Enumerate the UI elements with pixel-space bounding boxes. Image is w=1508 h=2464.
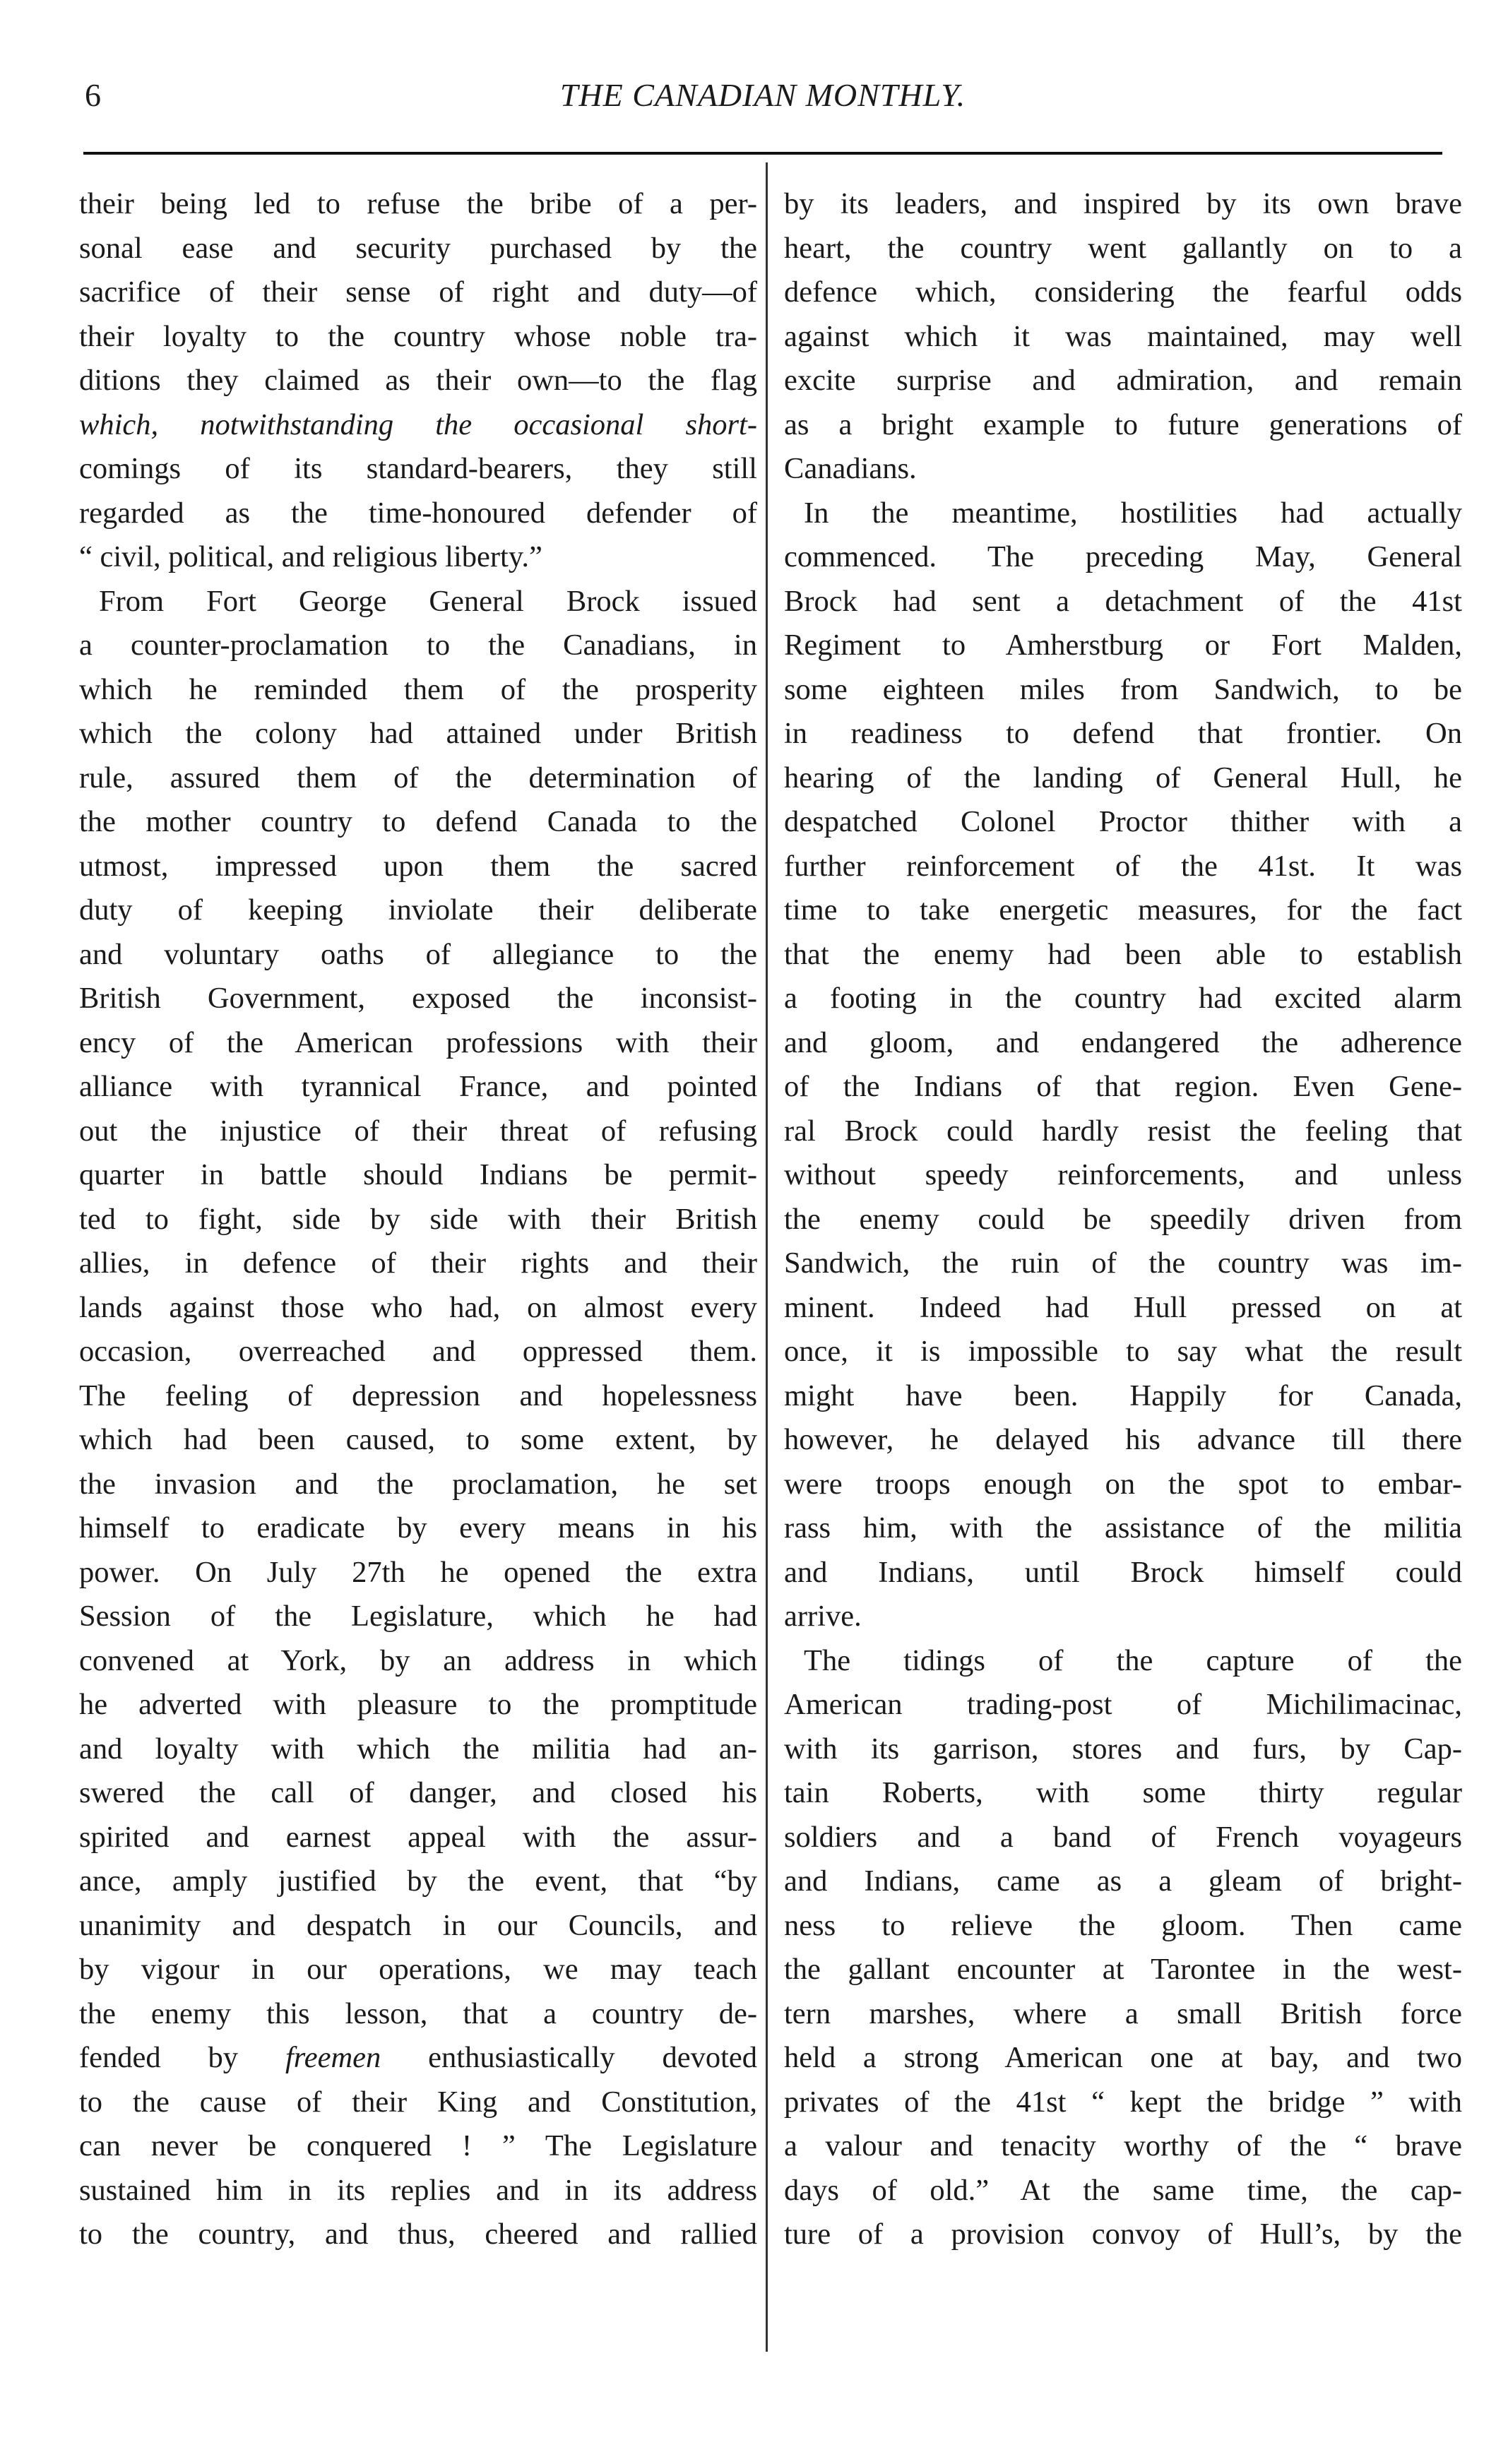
- text-line: the invasion and the proclamation, he set: [79, 1467, 757, 1501]
- header-rule: [83, 152, 1442, 155]
- text-line: can never be conquered ! ” The Legislature: [79, 2129, 757, 2162]
- text-line: rass him, with the assistance of the militia: [784, 1511, 1462, 1545]
- left-column: [79, 182, 757, 2257]
- text-line: further reinforcement of the 41st. It was: [784, 849, 1462, 883]
- text-line: and loyalty with which the militia had an-: [79, 1732, 757, 1766]
- text-line: ture of a provision convoy of Hull’s, by the: [784, 2218, 1462, 2251]
- text-line: to the cause of their King and Constitution,: [79, 2085, 757, 2119]
- text-line: the mother country to defend Canada to the: [79, 805, 757, 838]
- text-line: sonal ease and security purchased by the: [79, 231, 757, 265]
- text-line: quarter in battle should Indians be permit-: [79, 1158, 757, 1191]
- text-line: a footing in the country had excited alarm: [784, 982, 1462, 1015]
- text-line: held a strong American one at bay, and two: [784, 2041, 1462, 2074]
- text-line: however, he delayed his advance till there: [784, 1423, 1462, 1456]
- page-header: [78, 76, 1448, 133]
- text-line: and Indians, came as a gleam of bright-: [784, 1864, 1462, 1898]
- text-line: of the Indians of that region. Even Gene-: [784, 1070, 1462, 1103]
- text-line: British Government, exposed the inconsist-: [79, 982, 757, 1015]
- text-line: were troops enough on the spot to embar-: [784, 1467, 1462, 1501]
- text-line: which, notwithstanding the occasional short-: [79, 407, 757, 441]
- text-line: privates of the 41st “ kept the bridge ” with: [784, 2085, 1462, 2119]
- text-line: occasion, overreached and oppressed them.: [79, 1335, 757, 1368]
- text-line: might have been. Happily for Canada,: [784, 1379, 1462, 1412]
- text-line: ted to fight, side by side with their British: [79, 1202, 757, 1236]
- text-line: utmost, impressed upon them the sacred: [79, 849, 757, 883]
- right-column: [784, 182, 1462, 2257]
- text-line: which the colony had attained under British: [79, 717, 757, 750]
- text-line: which he reminded them of the prosperity: [79, 672, 757, 706]
- text-line: with its garrison, stores and furs, by Cap-: [784, 1732, 1462, 1766]
- text-line: the enemy this lesson, that a country de-: [79, 1996, 757, 2030]
- text-line: and voluntary oaths of allegiance to the: [79, 937, 757, 971]
- text-line: soldiers and a band of French voyageurs: [784, 1820, 1462, 1854]
- text-line: and gloom, and endangered the adherence: [784, 1025, 1462, 1059]
- text-line: their being led to refuse the bribe of a per-: [79, 187, 757, 220]
- text-line: some eighteen miles from Sandwich, to be: [784, 672, 1462, 706]
- text-line: and Indians, until Brock himself could: [784, 1555, 1462, 1589]
- text-line: allies, in defence of their rights and their: [79, 1246, 757, 1280]
- column-divider: [766, 162, 768, 2352]
- text-line: sacrifice of their sense of right and duty—of: [79, 275, 757, 309]
- text-line: a counter-proclamation to the Canadians, in: [79, 629, 757, 662]
- text-line: against which it was maintained, may well: [784, 319, 1462, 353]
- text-line: alliance with tyrannical France, and pointed: [79, 1070, 757, 1103]
- text-line: in readiness to defend that frontier. On: [784, 717, 1462, 750]
- text-line: rule, assured them of the determination of: [79, 761, 757, 794]
- text-line: swered the call of danger, and closed his: [79, 1776, 757, 1809]
- text-line: despatched Colonel Proctor thither with a: [784, 805, 1462, 838]
- text-line: he adverted with pleasure to the promptitude: [79, 1688, 757, 1721]
- text-line: From Fort George General Brock issued: [99, 584, 757, 618]
- text-line: Brock had sent a detachment of the 41st: [784, 584, 1462, 618]
- text-line: their loyalty to the country whose noble tra-: [79, 319, 757, 353]
- text-line: minent. Indeed had Hull pressed on at: [784, 1290, 1462, 1324]
- text-line: ral Brock could hardly resist the feeling that: [784, 1114, 1462, 1148]
- text-line: by its leaders, and inspired by its own brave: [784, 187, 1462, 220]
- text-line: Regiment to Amherstburg or Fort Malden,: [784, 629, 1462, 662]
- text-line: the gallant encounter at Tarontee in the west-: [784, 1953, 1462, 1986]
- text-line: American trading-post of Michilimacinac,: [784, 1688, 1462, 1721]
- text-line: ency of the American professions with their: [79, 1025, 757, 1059]
- text-line: to the country, and thus, cheered and rallied: [79, 2218, 757, 2251]
- text-line: ance, amply justified by the event, that “by: [79, 1864, 757, 1898]
- text-line: by vigour in our operations, we may teach: [79, 1953, 757, 1986]
- text-line: without speedy reinforcements, and unless: [784, 1158, 1462, 1191]
- text-line: In the meantime, hostilities had actually: [804, 496, 1462, 530]
- text-line: spirited and earnest appeal with the assur-: [79, 1820, 757, 1854]
- running-title: THE CANADIAN MONTHLY.: [559, 77, 966, 113]
- text-line: hearing of the landing of General Hull, he: [784, 761, 1462, 794]
- text-line: ness to relieve the gloom. Then came: [784, 1908, 1462, 1942]
- text-line: regarded as the time-honoured defender of: [79, 496, 757, 530]
- text-line: unanimity and despatch in our Councils, and: [79, 1908, 757, 1942]
- text-line: Canadians.: [784, 452, 917, 485]
- text-line: excite surprise and admiration, and remain: [784, 364, 1462, 397]
- text-line: duty of keeping inviolate their deliberate: [79, 893, 757, 927]
- text-line: himself to eradicate by every means in his: [79, 1511, 757, 1545]
- text-line: days of old.” At the same time, the cap-: [784, 2173, 1462, 2207]
- text-line: arrive.: [784, 1600, 862, 1633]
- text-line: sustained him in its replies and in its address: [79, 2173, 757, 2207]
- text-line: commenced. The preceding May, General: [784, 540, 1462, 573]
- text-line: comings of its standard-bearers, they still: [79, 452, 757, 485]
- text-line: The tidings of the capture of the: [804, 1643, 1462, 1677]
- text-line: tern marshes, where a small British force: [784, 1996, 1462, 2030]
- text-line: convened at York, by an address in which: [79, 1643, 757, 1677]
- text-line: a valour and tenacity worthy of the “ brave: [784, 2129, 1462, 2162]
- text-line: the enemy could be speedily driven from: [784, 1202, 1462, 1236]
- text-line: Session of the Legislature, which he had: [79, 1600, 757, 1633]
- text-line: once, it is impossible to say what the result: [784, 1335, 1462, 1368]
- text-line: lands against those who had, on almost every: [79, 1290, 757, 1324]
- text-line: heart, the country went gallantly on to a: [784, 231, 1462, 265]
- text-line: as a bright example to future generations of: [784, 407, 1462, 441]
- page-number: 6: [85, 77, 101, 113]
- text-line: power. On July 27th he opened the extra: [79, 1555, 757, 1589]
- text-line: “ civil, political, and religious liberty.”: [79, 540, 542, 573]
- text-line: that the enemy had been able to establish: [784, 937, 1462, 971]
- text-line: tain Roberts, with some thirty regular: [784, 1776, 1462, 1809]
- text-line: ditions they claimed as their own—to the flag: [79, 364, 757, 397]
- text-line: out the injustice of their threat of refusing: [79, 1114, 757, 1148]
- text-line: which had been caused, to some extent, by: [79, 1423, 757, 1456]
- text-line: Sandwich, the ruin of the country was im-: [784, 1246, 1462, 1280]
- text-line: time to take energetic measures, for the fact: [784, 893, 1462, 927]
- text-line: The feeling of depression and hopelessness: [79, 1379, 757, 1412]
- text-line: fended by freemen enthusiastically devoted: [79, 2041, 757, 2074]
- text-line: defence which, considering the fearful odds: [784, 275, 1462, 309]
